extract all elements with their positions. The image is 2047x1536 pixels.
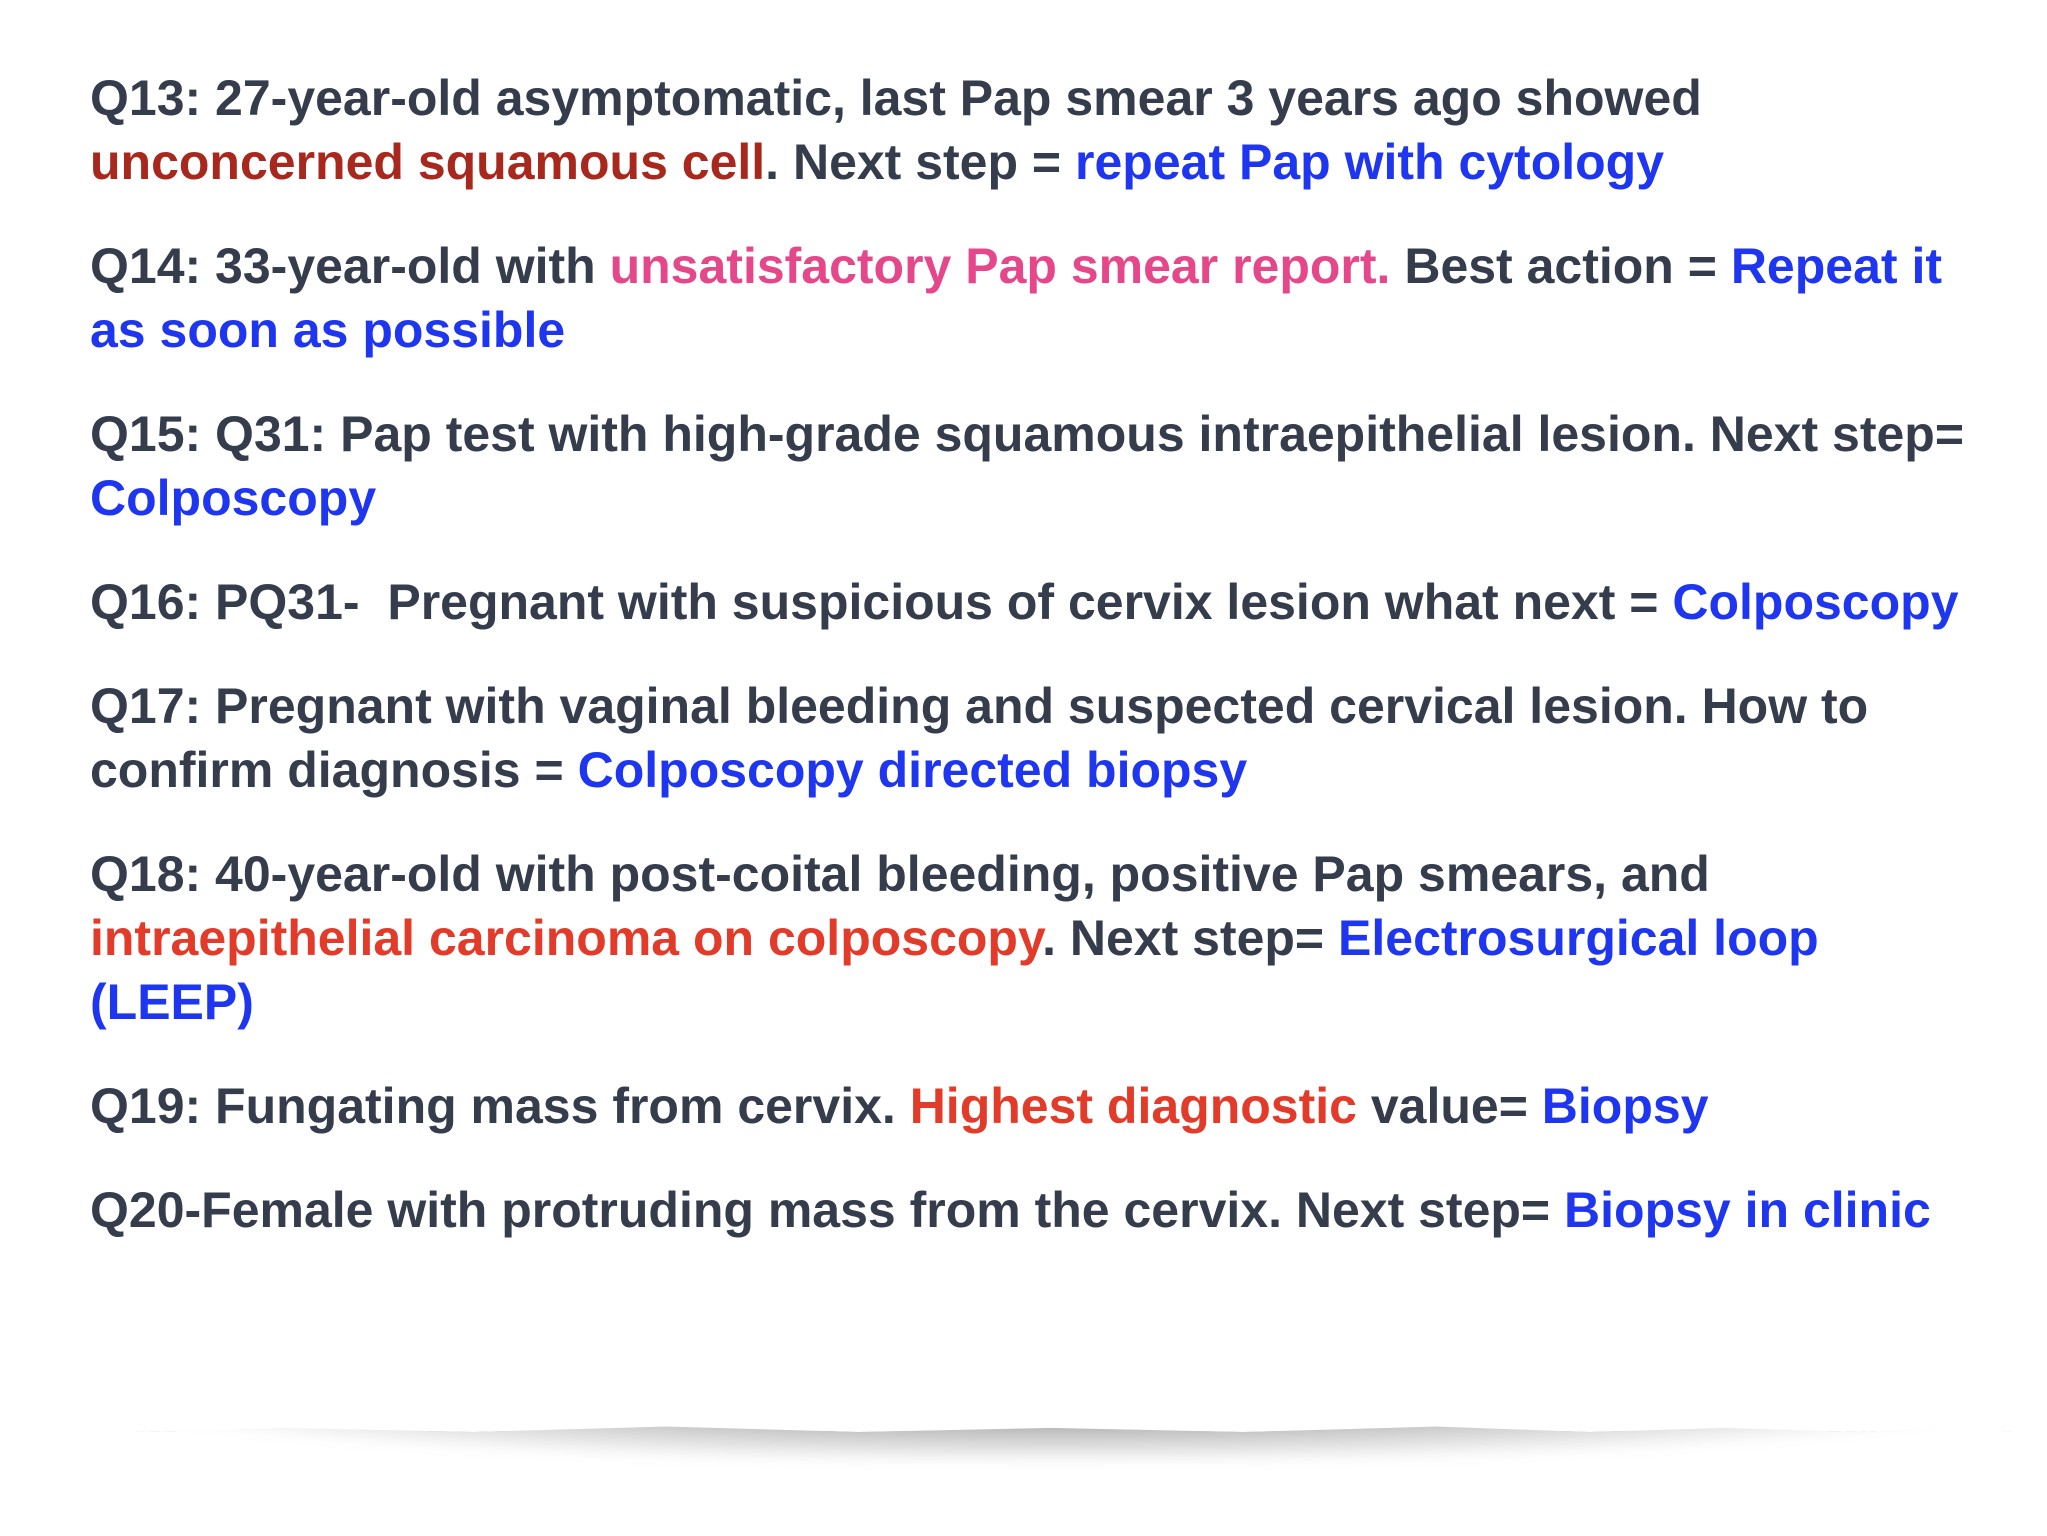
question-connector: Best action = bbox=[1390, 238, 1731, 294]
question-connector: . Next step = bbox=[765, 134, 1076, 190]
answer-text: Biopsy in clinic bbox=[1564, 1182, 1931, 1238]
question-q14 bbox=[90, 234, 1990, 362]
question-highlight: Highest diagnostic bbox=[909, 1078, 1357, 1134]
answer-text: repeat Pap with cytology bbox=[1075, 134, 1665, 190]
question-text: Q20-Female with protruding mass from the cervix. Next step= bbox=[90, 1182, 1565, 1238]
question-q19 bbox=[90, 1074, 1990, 1138]
question-text: Q15: Q31: Pap test with high-grade squamous intraepithelial lesion. Next step= bbox=[90, 406, 1978, 462]
answer-text: Colposcopy bbox=[90, 470, 377, 526]
answer-text: Electrosurgical loop (LEEP) bbox=[90, 910, 1833, 1030]
question-q13 bbox=[90, 66, 1990, 194]
question-q20 bbox=[90, 1178, 1990, 1242]
question-text: Q17: Pregnant with vaginal bleeding and suspected cervical lesion. How to confirm diagnosis = bbox=[90, 678, 1883, 798]
question-list bbox=[90, 66, 1990, 1282]
question-q18 bbox=[90, 842, 1990, 1034]
question-q15 bbox=[90, 402, 1990, 530]
question-text: Q18: 40-year-old with post-coital bleeding, positive Pap smears, and bbox=[90, 846, 1724, 902]
question-connector: . Next step= bbox=[1042, 910, 1339, 966]
question-text: Q13: 27-year-old asymptomatic, last Pap smear 3 years ago showed bbox=[90, 70, 1716, 126]
question-q17 bbox=[90, 674, 1990, 802]
question-text: Q16: PQ31- Pregnant with suspicious of cervix lesion what next = bbox=[90, 574, 1673, 630]
question-highlight: intraepithelial carcinoma on colposcopy bbox=[90, 910, 1043, 966]
question-text: Q19: Fungating mass from cervix. bbox=[90, 1078, 910, 1134]
question-highlight: unsatisfactory Pap smear report. bbox=[609, 238, 1391, 294]
question-q16 bbox=[90, 570, 1990, 634]
answer-text: Colposcopy directed biopsy bbox=[577, 742, 1248, 798]
answer-text: Colposcopy bbox=[1672, 574, 1959, 630]
question-connector: value= bbox=[1356, 1078, 1542, 1134]
answer-text: Biopsy bbox=[1541, 1078, 1709, 1134]
question-highlight: unconcerned squamous cell bbox=[90, 134, 766, 190]
question-text: Q14: 33-year-old with bbox=[90, 238, 610, 294]
answer-text: Repeat it as soon as possible bbox=[90, 238, 1956, 358]
